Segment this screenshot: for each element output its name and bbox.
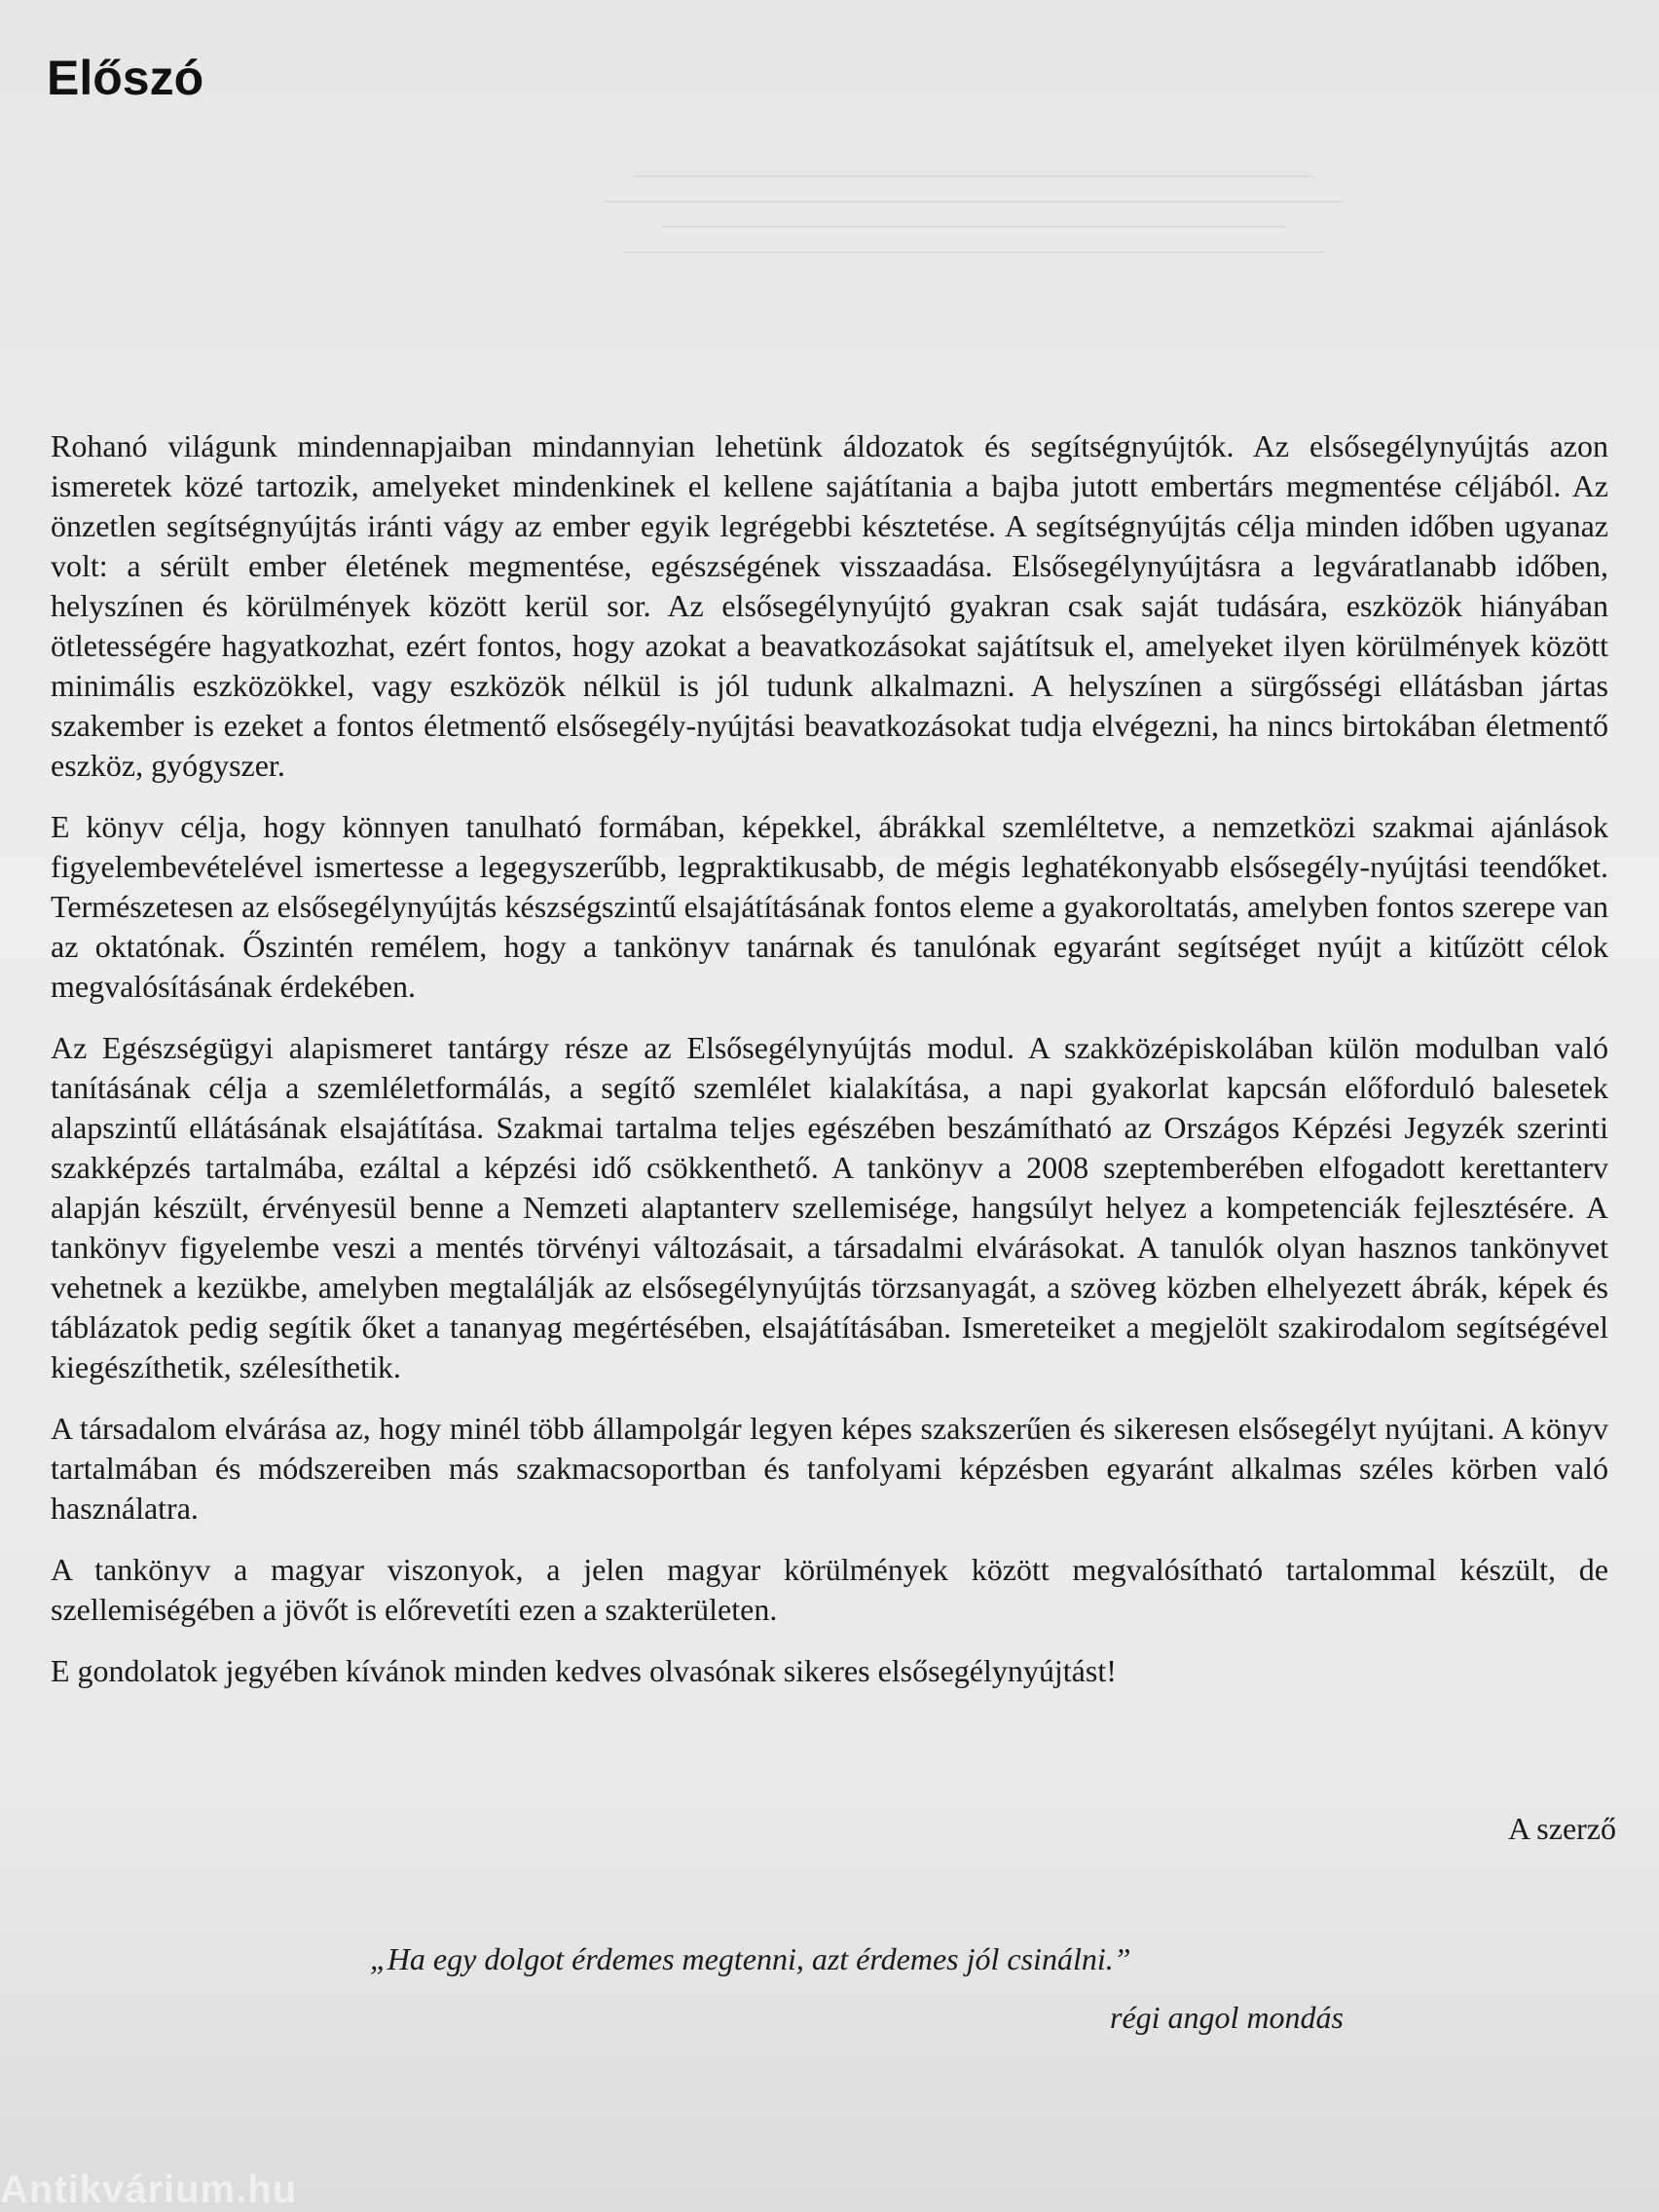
paragraph-6: E gondolatok jegyében kívánok minden kedves olvasónak sikeres elsősegélynyújtást! bbox=[51, 1653, 1117, 1688]
author-signature: A szerző bbox=[1507, 1811, 1616, 1846]
bleed-through-text bbox=[545, 19, 1402, 253]
watermark: Antikvárium.hu bbox=[0, 2168, 298, 2211]
paragraph-4: A társadalom elvárása az, hogy minél több állampolgár legyen képes szakszerűen és sikeresen elsősegélyt nyújtani. A könyv tartalmában és módszereiben más szakmacsoportban és tanfolyami képzésben egyaránt alkalmas széles körben való használatra. bbox=[51, 1411, 1608, 1526]
paragraph-5: A tankönyv a magyar viszonyok, a jelen magyar körülmények között megvalósítható tartalommal készült, de szellemiségében a jövőt is előrevetíti ezen a szakterületen. bbox=[51, 1552, 1608, 1627]
closing-quote bbox=[370, 1937, 1344, 2039]
page-title: Előszó bbox=[47, 51, 204, 105]
paragraph-3: Az Egészségügyi alapismeret tantárgy része az Elsősegélynyújtás modul. A szakközépiskolában külön modulban való tanításának célja a szemléletformálás, a segítő szemlélet kialakítása, a napi gyakorlat kapcsán előforduló balesetek alapszintű ellátásának elsajátítása. Szakmai tartalma teljes egészében beszámítható az Országos Képzési Jegyzék szerinti szakképzés tartalmába, ezáltal a képzési idő csökkenthető. A tankönyv a 2008 szeptemberében elfogadott kerettanterv alapján készült, érvényesül benne a Nemzeti alaptanterv szellemisége, hangsúlyt helyez a kompetenciák fejlesztésére. A tankönyv figyelembe veszi a mentés törvényi változásait, a társadalmi elvárásokat. A tanulók olyan hasznos tankönyvet vehetnek a kezükbe, amelyben megtalálják az elsősegélynyújtás törzsanyagát, a szöveg közben elhelyezett ábrák, képek és táblázatok pedig segítik őket a tananyag megértésében, elsajátításában. Ismereteiket a megjelölt szakirodalom segítségével kiegészíthetik, szélesíthetik. bbox=[51, 1030, 1608, 1384]
quote-text: „Ha egy dolgot érdemes megtenni, azt érdemes jól csinálni.” bbox=[370, 1941, 1131, 1976]
paragraph-1: Rohanó világunk mindennapjaiban mindannyian lehetünk áldozatok és segítségnyújtók. Az elsősegélynyújtás azon ismeretek közé tartozik, amelyeket mindenkinek el kellene sajátítania a bajba jutott embertárs megmentése céljából. Az önzetlen segítségnyújtás iránti vágy az ember egyik legrégebbi késztetése. A segítségnyújtás célja minden időben ugyanaz volt: a sérült ember életének megmentése, egészségének visszaadása. Elsősegélynyújtásra a legváratlanabb időben, helyszínen és körülmények között kerül sor. Az elsősegélynyújtó gyakran csak saját tudására, eszközök hiányában ötletességére hagyatkozhat, ezért fontos, hogy azokat a beavatkozásokat sajátítsuk el, amelyeket ilyen körülmények között minimális eszközökkel, vagy eszközök nélkül is jól tudunk alkalmazni. A helyszínen a sürgősségi ellátásban jártas szakember is ezeket a fontos életmentő elsősegély-nyújtási beavatkozásokat tudja elvégezni, ha nincs birtokában életmentő eszköz, gyógyszer. bbox=[51, 428, 1608, 783]
foreword-body bbox=[51, 426, 1608, 1713]
quote-source: régi angol mondás bbox=[1110, 2000, 1344, 2035]
paragraph-2: E könyv célja, hogy könnyen tanulható formában, képekkel, ábrákkal szemléltetve, a nemzetközi szakmai ajánlások figyelembevételével ismertesse a legegyszerűbb, legpraktikusabb, de mégis leghatékonyabb elsősegély-nyújtási teendőket. Természetesen az elsősegélynyújtás készségszintű elsajátításának fontos eleme a gyakoroltatás, amelyben fontos szerepe van az oktatónak. Őszintén remélem, hogy a tankönyv tanárnak és tanulónak egyaránt segítséget nyújt a kitűzött célok megvalósításának érdekében. bbox=[51, 809, 1608, 1004]
